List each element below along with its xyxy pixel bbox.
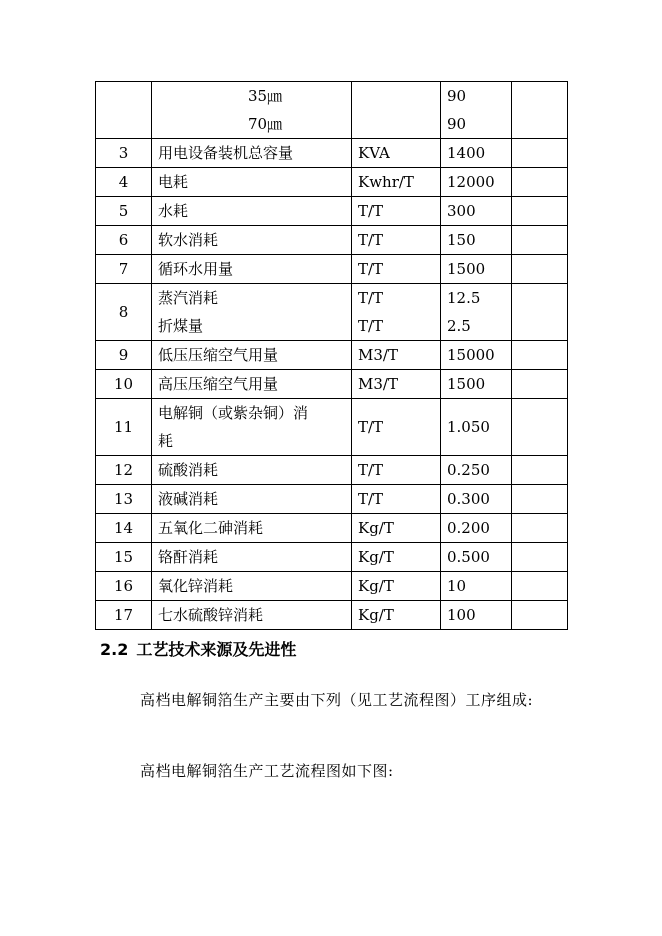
value-cell xyxy=(441,284,512,341)
value-cell: 1400 xyxy=(441,139,512,168)
row-number: 12 xyxy=(96,456,152,485)
item-cell: 高压压缩空气用量 xyxy=(152,370,352,399)
row-number: 15 xyxy=(96,543,152,572)
table-row xyxy=(96,543,568,572)
row-number: 11 xyxy=(96,399,152,456)
item-cell xyxy=(152,284,352,341)
row-number: 4 xyxy=(96,168,152,197)
unit-cell xyxy=(352,284,441,341)
note-cell xyxy=(512,82,568,139)
item-cell: 七水硫酸锌消耗 xyxy=(152,601,352,630)
table-row xyxy=(96,456,568,485)
item-line: 电解铜（或紫杂铜）消 xyxy=(158,404,309,422)
note-cell xyxy=(512,255,568,284)
note-cell xyxy=(512,514,568,543)
unit-cell: T/T xyxy=(352,226,441,255)
item-line: 蒸汽消耗 xyxy=(158,289,219,307)
row-number: 13 xyxy=(96,485,152,514)
value-cell xyxy=(441,82,512,139)
note-cell xyxy=(512,456,568,485)
value-cell: 0.500 xyxy=(441,543,512,572)
row-number: 17 xyxy=(96,601,152,630)
item-cell: 低压压缩空气用量 xyxy=(152,341,352,370)
section-number: 2.2 xyxy=(100,640,129,659)
item-cell: 液碱消耗 xyxy=(152,485,352,514)
body-paragraph: 高档电解铜箔生产工艺流程图如下图: xyxy=(140,762,394,780)
value-cell: 100 xyxy=(441,601,512,630)
item-cell: 用电设备装机总容量 xyxy=(152,139,352,168)
unit-cell: KVA xyxy=(352,139,441,168)
item-cell: 氧化锌消耗 xyxy=(152,572,352,601)
unit-cell: T/T xyxy=(352,399,441,456)
value-cell: 150 xyxy=(441,226,512,255)
unit-line: T/T xyxy=(358,317,384,335)
unit-cell: Kg/T xyxy=(352,514,441,543)
table-row xyxy=(96,139,568,168)
unit-cell xyxy=(352,82,441,139)
consumption-table xyxy=(95,81,568,630)
item-line: 70㎛ xyxy=(248,115,283,133)
row-number: 3 xyxy=(96,139,152,168)
body-paragraph: 高档电解铜箔生产主要由下列（见工艺流程图）工序组成: xyxy=(140,691,534,709)
value-cell: 0.200 xyxy=(441,514,512,543)
value-line: 90 xyxy=(447,115,467,133)
value-cell: 12000 xyxy=(441,168,512,197)
note-cell xyxy=(512,370,568,399)
value-cell: 1500 xyxy=(441,255,512,284)
value-cell: 300 xyxy=(441,197,512,226)
value-line: 12.5 xyxy=(447,289,481,307)
table-row xyxy=(96,82,568,139)
table-row xyxy=(96,370,568,399)
value-cell: 15000 xyxy=(441,341,512,370)
section-heading xyxy=(100,637,296,660)
unit-cell: M3/T xyxy=(352,341,441,370)
item-cell xyxy=(152,399,352,456)
value-cell: 0.300 xyxy=(441,485,512,514)
table-row xyxy=(96,168,568,197)
table-row xyxy=(96,572,568,601)
note-cell xyxy=(512,485,568,514)
unit-cell: T/T xyxy=(352,485,441,514)
item-line: 耗 xyxy=(158,432,174,450)
item-line: 折煤量 xyxy=(158,317,204,335)
item-cell: 电耗 xyxy=(152,168,352,197)
table-row xyxy=(96,226,568,255)
value-line: 2.5 xyxy=(447,317,471,335)
row-number: 6 xyxy=(96,226,152,255)
value-cell: 1.050 xyxy=(441,399,512,456)
note-cell xyxy=(512,572,568,601)
value-cell: 1500 xyxy=(441,370,512,399)
table-row xyxy=(96,255,568,284)
section-title: 工艺技术来源及先进性 xyxy=(136,640,297,659)
table-row xyxy=(96,485,568,514)
row-number: 14 xyxy=(96,514,152,543)
unit-cell: Kg/T xyxy=(352,572,441,601)
unit-cell: T/T xyxy=(352,197,441,226)
table-row xyxy=(96,284,568,341)
note-cell xyxy=(512,168,568,197)
item-cell: 水耗 xyxy=(152,197,352,226)
row-number: 9 xyxy=(96,341,152,370)
item-cell: 硫酸消耗 xyxy=(152,456,352,485)
unit-cell: T/T xyxy=(352,456,441,485)
item-cell: 循环水用量 xyxy=(152,255,352,284)
note-cell xyxy=(512,601,568,630)
row-number: 16 xyxy=(96,572,152,601)
unit-cell: Kg/T xyxy=(352,601,441,630)
unit-cell: T/T xyxy=(352,255,441,284)
note-cell xyxy=(512,197,568,226)
table-row xyxy=(96,601,568,630)
item-cell: 五氧化二砷消耗 xyxy=(152,514,352,543)
table-row xyxy=(96,514,568,543)
note-cell xyxy=(512,543,568,572)
row-number xyxy=(96,82,152,139)
note-cell xyxy=(512,284,568,341)
note-cell xyxy=(512,341,568,370)
row-number: 8 xyxy=(96,284,152,341)
note-cell xyxy=(512,139,568,168)
item-cell xyxy=(152,82,352,139)
item-cell: 铬酐消耗 xyxy=(152,543,352,572)
unit-cell: Kwhr/T xyxy=(352,168,441,197)
unit-cell: Kg/T xyxy=(352,543,441,572)
table-row xyxy=(96,197,568,226)
table-row xyxy=(96,341,568,370)
unit-cell: M3/T xyxy=(352,370,441,399)
value-cell: 0.250 xyxy=(441,456,512,485)
row-number: 5 xyxy=(96,197,152,226)
row-number: 10 xyxy=(96,370,152,399)
unit-line: T/T xyxy=(358,289,384,307)
table-row xyxy=(96,399,568,456)
item-cell: 软水消耗 xyxy=(152,226,352,255)
value-line: 90 xyxy=(447,87,467,105)
value-cell: 10 xyxy=(441,572,512,601)
note-cell xyxy=(512,399,568,456)
row-number: 7 xyxy=(96,255,152,284)
item-line: 35㎛ xyxy=(248,87,283,105)
note-cell xyxy=(512,226,568,255)
